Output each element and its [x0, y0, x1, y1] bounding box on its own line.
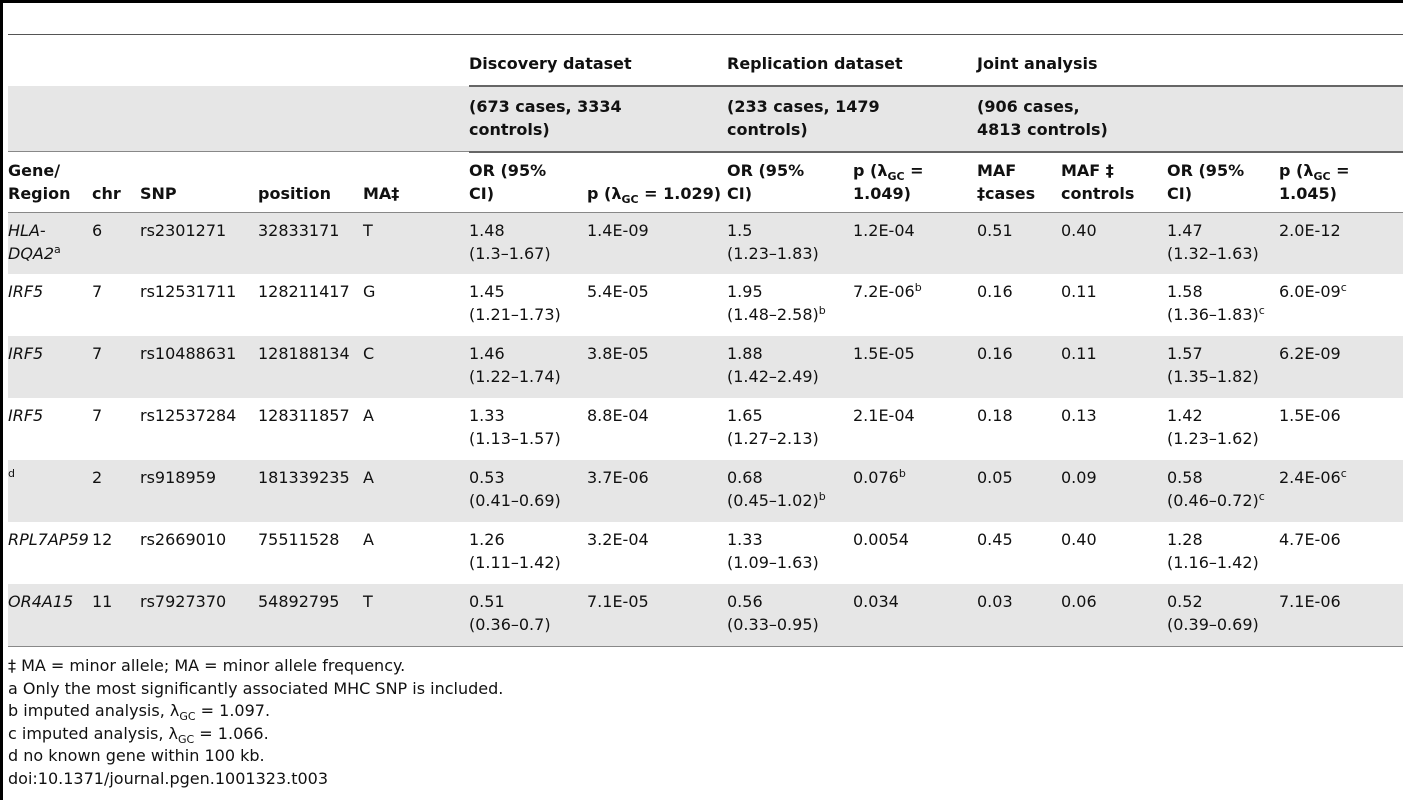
cell-position: 75511528: [258, 530, 340, 549]
footnote-mark: c: [1340, 281, 1347, 294]
footnote-mark: b: [818, 490, 826, 503]
value-or3: 1.57: [1167, 344, 1203, 363]
value-ci3: [1167, 365, 1279, 388]
gene-footnote-mark: a: [54, 242, 61, 256]
value-maf-controls: 0.09: [1061, 468, 1097, 487]
cell-snp: rs12537284: [140, 406, 237, 425]
ci-text: (1.27–2.13): [727, 429, 819, 448]
cell-chr: 7: [92, 344, 103, 363]
cell-p2: [853, 398, 977, 460]
value-ci3: [1167, 551, 1279, 574]
cell-maf-cases: [977, 460, 1061, 522]
cell-ma: G: [363, 282, 376, 301]
table-row: [8, 336, 1403, 398]
group-discovery: Discovery dataset: [469, 35, 727, 86]
value-p1: 3.2E-04: [587, 530, 649, 549]
cell-maf-controls: [1061, 584, 1167, 646]
ci-text: (0.36–0.7): [469, 615, 551, 634]
footnote-ma: ‡ MA = minor allele; MA = minor allele frequency.: [8, 656, 406, 675]
cell-or1: [469, 274, 587, 336]
value-ci2: [727, 365, 853, 388]
ci-text: (0.41–0.69): [469, 491, 561, 510]
col-p-discovery: p $(\lambda_{GC} = 1.029)$: [587, 183, 722, 206]
cell-position: 181339235: [258, 468, 350, 487]
cell-p1: [587, 522, 727, 584]
value-or2: 1.88: [727, 344, 763, 363]
cell-or3: [1167, 522, 1279, 584]
cell-gene: [8, 336, 92, 398]
footnote-c: c imputed analysis, $\lambda_{GC} = 1.066$.: [8, 723, 269, 746]
cell-maf-controls: [1061, 522, 1167, 584]
cell-p3: [1279, 336, 1403, 398]
value-p1: 8.8E-04: [587, 406, 649, 425]
table-row: [8, 584, 1403, 646]
cell-snp: rs10488631: [140, 344, 237, 363]
footnote-mark: c: [1258, 304, 1265, 317]
value-or3: 1.28: [1167, 530, 1203, 549]
value-ci1: [469, 489, 587, 512]
gene-name: IRF5: [8, 282, 44, 301]
value-maf-controls: 0.13: [1061, 406, 1097, 425]
value-or1: 1.26: [469, 530, 505, 549]
group-header-row: [8, 35, 1403, 86]
cell-gene: [8, 212, 92, 274]
col-maf-cases: MAF ‡cases: [977, 160, 1036, 203]
cell-position: 128311857: [258, 406, 350, 425]
cell-or3: [1167, 212, 1279, 274]
cell-maf-controls: [1061, 460, 1167, 522]
value-ci2: [727, 489, 853, 512]
ci-text: (0.45–1.02): [727, 491, 819, 510]
ci-text: (1.35–1.82): [1167, 367, 1259, 386]
value-or1: 0.53: [469, 468, 505, 487]
value-p2: 0.0054: [853, 530, 909, 549]
cell-ma: A: [363, 406, 374, 425]
top-border: [0, 0, 1403, 3]
cell-position: 128188134: [258, 344, 350, 363]
cell-gene: [8, 522, 92, 584]
col-position: position: [258, 183, 331, 203]
left-border: [0, 0, 3, 800]
value-or2: 1.5: [727, 220, 753, 240]
value-p3: 7.1E-06: [1279, 592, 1341, 611]
value-p1: 7.1E-05: [587, 592, 649, 611]
cell-maf-controls: [1061, 398, 1167, 460]
footnote-a: a Only the most significantly associated MHC SNP is included.: [8, 678, 504, 698]
cell-p2: [853, 522, 977, 584]
col-ma: MA‡: [363, 183, 400, 203]
value-or3: 1.58: [1167, 282, 1203, 301]
value-p3: 6.2E-09: [1279, 344, 1341, 363]
value-maf-controls: 0.11: [1061, 282, 1097, 301]
footnote-d: d no known gene within 100 kb.: [8, 746, 265, 765]
gene-name: RPL7AP59: [8, 530, 89, 549]
ci-text: (1.42–2.49): [727, 367, 819, 386]
cell-or2: [727, 398, 853, 460]
cell-maf-cases: [977, 522, 1061, 584]
value-maf-cases: 0.45: [977, 530, 1013, 549]
table-row: [8, 212, 1403, 274]
cell-maf-controls: [1061, 212, 1167, 274]
cell-gene: [8, 274, 92, 336]
cell-snp: rs7927370: [140, 592, 227, 611]
table-body: [8, 212, 1403, 646]
size-joint: (906 cases, 4813 controls): [977, 86, 1403, 152]
cell-ma: A: [363, 468, 374, 487]
cell-chr: 7: [92, 282, 103, 301]
value-p1: 5.4E-05: [587, 282, 649, 301]
col-p-joint: p $(\lambda_{GC} = 1.045)$: [1279, 160, 1350, 203]
cell-or2: [727, 274, 853, 336]
footnote-mark: c: [1340, 467, 1347, 480]
ci-text: (1.13–1.57): [469, 429, 561, 448]
value-or2: 0.56: [727, 592, 763, 611]
cell-chr: 7: [92, 406, 103, 425]
value-or3: 0.58: [1167, 468, 1203, 487]
ci-text: (0.33–0.95): [727, 615, 819, 634]
col-or-joint: OR (95% CI): [1167, 160, 1245, 203]
value-p3: 4.7E-06: [1279, 530, 1341, 549]
value-p2: 1.2E-04: [853, 220, 915, 240]
value-maf-cases: 0.03: [977, 592, 1013, 611]
cell-chr: 6: [92, 220, 103, 240]
cell-gene: [8, 398, 92, 460]
value-or2: 0.68: [727, 468, 763, 487]
cell-p1: [587, 274, 727, 336]
value-ci2: [727, 242, 853, 265]
value-ci2: [727, 551, 853, 574]
value-ci1: [469, 427, 587, 450]
value-ci1: [469, 303, 587, 326]
cell-p3: [1279, 522, 1403, 584]
cell-or3: [1167, 274, 1279, 336]
value-or3: 0.52: [1167, 592, 1203, 611]
cell-p1: [587, 398, 727, 460]
value-maf-cases: 0.18: [977, 406, 1013, 425]
value-ci2: [727, 427, 853, 450]
cell-maf-cases: [977, 274, 1061, 336]
value-or1: 1.48: [469, 220, 505, 240]
value-ci3: [1167, 303, 1279, 326]
cell-or2: [727, 522, 853, 584]
cell-chr: 2: [92, 468, 103, 487]
doi-text: doi:10.1371/journal.pgen.1001323.t003: [8, 768, 329, 788]
results-table-container: [8, 34, 1403, 647]
cell-or1: [469, 398, 587, 460]
cell-chr: 12: [92, 530, 113, 549]
value-ci1: [469, 365, 587, 388]
cell-or3: [1167, 398, 1279, 460]
value-or3: 1.42: [1167, 406, 1203, 425]
cell-maf-cases: [977, 584, 1061, 646]
cell-or3: [1167, 336, 1279, 398]
value-or2: 1.95: [727, 282, 763, 301]
cell-or2: [727, 336, 853, 398]
value-p2: 7.2E-06$^b$: [853, 281, 922, 301]
value-ci1: [469, 242, 587, 265]
value-p2: 0.076$^b$: [853, 467, 906, 487]
size-discovery: (673 cases, 3334 controls): [469, 86, 727, 152]
value-ci1: [469, 613, 587, 636]
value-maf-cases: 0.51: [977, 220, 1013, 240]
cell-gene: [8, 460, 92, 522]
value-ci1: [469, 551, 587, 574]
cell-position: 128211417: [258, 282, 350, 301]
cell-maf-cases: [977, 398, 1061, 460]
gene-name: HLA-DQA2: [8, 220, 55, 263]
cell-p1: [587, 212, 727, 274]
value-or1: 1.46: [469, 344, 505, 363]
value-or3: 1.47: [1167, 220, 1203, 240]
ci-text: (1.21–1.73): [469, 305, 561, 324]
ci-text: (1.09–1.63): [727, 553, 819, 572]
table-row: [8, 460, 1403, 522]
value-ci3: [1167, 489, 1279, 512]
cell-or1: [469, 460, 587, 522]
cell-snp: rs2669010: [140, 530, 227, 549]
col-maf-controls: MAF ‡ controls: [1061, 160, 1135, 203]
ci-text: (1.3–1.67): [469, 243, 551, 263]
cell-or2: [727, 584, 853, 646]
table-row: [8, 398, 1403, 460]
cell-p3: [1279, 274, 1403, 336]
value-p1: 1.4E-09: [587, 220, 649, 240]
cell-p1: [587, 336, 727, 398]
value-or1: 0.51: [469, 592, 505, 611]
cell-p3: [1279, 584, 1403, 646]
cell-or3: [1167, 460, 1279, 522]
ci-text: (1.48–2.58): [727, 305, 819, 324]
value-p1: 3.7E-06: [587, 468, 649, 487]
value-ci2: [727, 613, 853, 636]
ci-text: (0.46–0.72): [1167, 491, 1259, 510]
cell-maf-controls: [1061, 274, 1167, 336]
size-replication: (233 cases, 1479 controls): [727, 86, 977, 152]
col-p-replication: p $(\lambda_{GC} = 1.049)$: [853, 160, 924, 203]
cell-chr: 11: [92, 592, 113, 611]
value-ci3: [1167, 242, 1279, 265]
cell-ma: T: [363, 220, 373, 240]
cell-ma: T: [363, 592, 373, 611]
footnote-mark: b: [898, 467, 906, 480]
cell-maf-controls: [1061, 336, 1167, 398]
value-or2: 1.65: [727, 406, 763, 425]
col-or-discovery: OR (95% CI): [469, 160, 547, 203]
cell-maf-cases: [977, 212, 1061, 274]
cell-or3: [1167, 584, 1279, 646]
value-ci3: [1167, 613, 1279, 636]
footnotes: [8, 655, 503, 790]
cell-p2: [853, 212, 977, 274]
cell-p2: [853, 274, 977, 336]
cell-p3: [1279, 212, 1403, 274]
cell-p3: [1279, 460, 1403, 522]
value-p2: 0.034: [853, 592, 899, 611]
group-replication: Replication dataset: [727, 35, 977, 86]
gene-name: IRF5: [8, 406, 44, 425]
value-maf-cases: 0.16: [977, 344, 1013, 363]
value-maf-controls: 0.40: [1061, 220, 1097, 240]
value-p2: 2.1E-04: [853, 406, 915, 425]
value-or2: 1.33: [727, 530, 763, 549]
column-header-row: [8, 152, 1403, 213]
cell-or1: [469, 522, 587, 584]
value-p3: 2.0E-12: [1279, 220, 1341, 240]
col-or-replication: OR (95% CI): [727, 160, 805, 203]
footnote-mark: b: [818, 304, 826, 317]
value-p3: 2.4E-06$^c$: [1279, 467, 1347, 487]
ci-text: (1.23–1.62): [1167, 429, 1259, 448]
sample-size-row: [8, 86, 1403, 152]
cell-position: 54892795: [258, 592, 340, 611]
cell-or1: [469, 584, 587, 646]
footnote-mark: c: [1258, 490, 1265, 503]
ci-text: (1.11–1.42): [469, 553, 561, 572]
gene-name: OR4A15: [8, 592, 74, 611]
table-row: [8, 522, 1403, 584]
table-row: [8, 274, 1403, 336]
cell-maf-cases: [977, 336, 1061, 398]
value-maf-cases: 0.16: [977, 282, 1013, 301]
ci-text: (1.16–1.42): [1167, 553, 1259, 572]
cell-or1: [469, 336, 587, 398]
value-p3: 1.5E-06: [1279, 406, 1341, 425]
ci-text: (1.23–1.83): [727, 243, 819, 263]
value-p3: 6.0E-09$^c$: [1279, 281, 1347, 301]
value-p2: 1.5E-05: [853, 344, 915, 363]
cell-p1: [587, 584, 727, 646]
cell-or2: [727, 212, 853, 274]
col-snp: SNP: [140, 183, 177, 203]
ci-text: (0.39–0.69): [1167, 615, 1259, 634]
footnote-b: b imputed analysis, $\lambda_{GC} = 1.097$.: [8, 701, 271, 723]
value-maf-controls: 0.06: [1061, 592, 1097, 611]
cell-ma: A: [363, 530, 374, 549]
value-or1: 1.45: [469, 282, 505, 301]
value-ci2: [727, 303, 853, 326]
ci-text: (1.22–1.74): [469, 367, 561, 386]
cell-p2: [853, 336, 977, 398]
cell-p3: [1279, 398, 1403, 460]
cell-or2: [727, 460, 853, 522]
cell-or1: [469, 212, 587, 274]
cell-p2: [853, 584, 977, 646]
association-results-table: [8, 34, 1403, 647]
gene-name: IRF5: [8, 344, 44, 363]
value-maf-cases: 0.05: [977, 468, 1013, 487]
cell-snp: rs2301271: [140, 220, 227, 240]
value-ci3: [1167, 427, 1279, 450]
footnote-mark: b: [914, 281, 922, 294]
value-p1: 3.8E-05: [587, 344, 649, 363]
cell-position: 32833171: [258, 220, 340, 240]
value-maf-controls: 0.11: [1061, 344, 1097, 363]
group-joint: Joint analysis: [977, 35, 1403, 86]
cell-snp: rs12531711: [140, 282, 237, 301]
cell-snp: rs918959: [140, 468, 216, 487]
cell-gene: [8, 584, 92, 646]
value-maf-controls: 0.40: [1061, 530, 1097, 549]
cell-p1: [587, 460, 727, 522]
gene-footnote-mark: d: [8, 467, 15, 480]
col-chr: chr: [92, 183, 121, 203]
ci-text: (1.32–1.63): [1167, 243, 1259, 263]
value-or1: 1.33: [469, 406, 505, 425]
col-gene: Gene/ Region: [8, 160, 71, 203]
cell-ma: C: [363, 344, 375, 363]
cell-p2: [853, 460, 977, 522]
ci-text: (1.36–1.83): [1167, 305, 1259, 324]
